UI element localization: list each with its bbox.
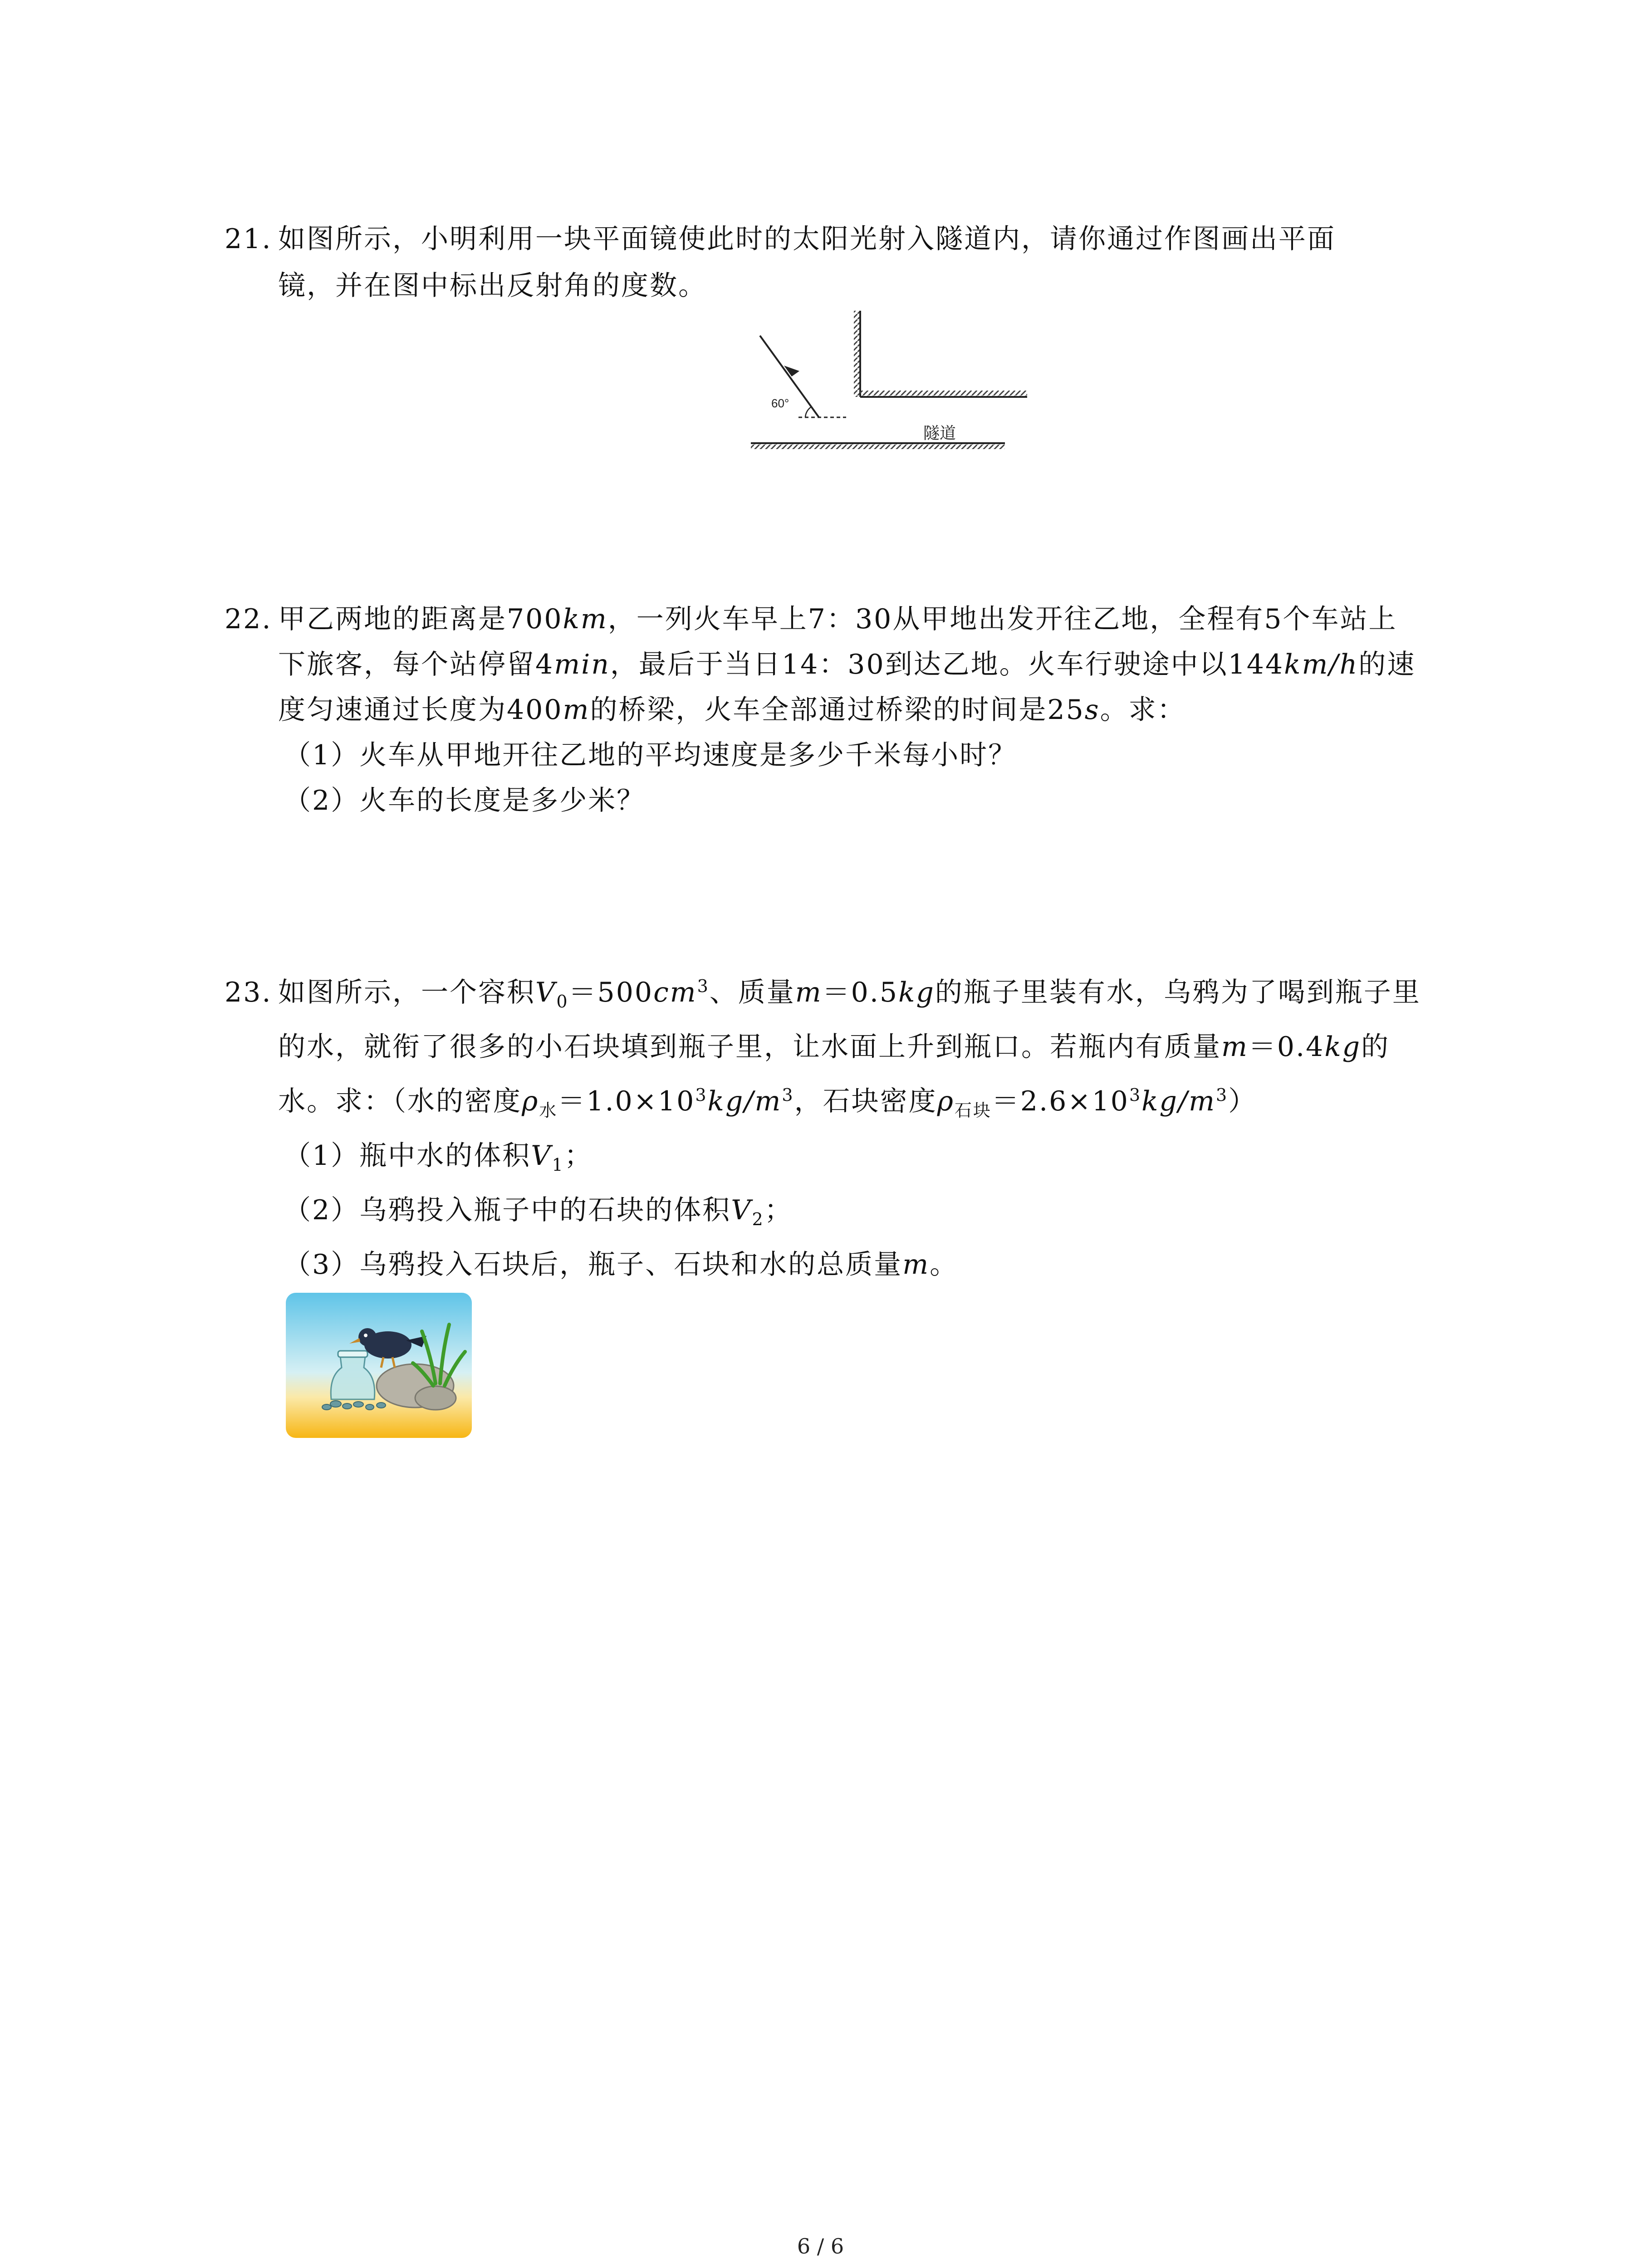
q23-line3 — [278, 1083, 1257, 1119]
q23-l2-c: 的 — [1361, 1031, 1390, 1063]
q23-l1-m: m — [795, 977, 823, 1008]
q23-l3-rho1sub: 水 — [539, 1100, 558, 1120]
q23-s3-m: m — [902, 1249, 930, 1281]
q23-l1-b: ＝500 — [568, 977, 654, 1008]
q22-sub2-text: （2）火车的长度是多少米？ — [284, 785, 646, 816]
q22-sub2 — [284, 782, 645, 819]
q22-l2-a: 下旅客，每个站停留4 — [278, 649, 554, 680]
q23-s1-vsub: 1 — [552, 1155, 564, 1175]
angle-label: 60° — [771, 396, 789, 410]
q23-sub2 — [284, 1192, 793, 1228]
crow-bottle-illustration — [286, 1293, 472, 1438]
q23-s1-a: （1）瓶中水的体积 — [284, 1140, 531, 1172]
q23-l2-b: ＝0.4 — [1248, 1031, 1325, 1063]
q23-sub3 — [284, 1246, 958, 1283]
illustration-background — [286, 1293, 472, 1438]
q23-sub1 — [284, 1138, 593, 1174]
q22-l3-unit2: s — [1084, 694, 1100, 726]
q22-l3-unit1: m — [563, 694, 590, 726]
q21-text1: 如图所示，小明利用一块平面镜使此时的太阳光射入隧道内，请你通过作图画出平面 — [278, 223, 1336, 255]
q22-l2-b: ，最后于当日14：30到达乙地。火车行驶途中以144 — [610, 649, 1284, 680]
tunnel-wall-hatch — [854, 311, 860, 397]
q21-line2 — [278, 268, 707, 304]
q21-tunnel-figure — [749, 308, 1034, 463]
q23-l3-e: ） — [1228, 1085, 1257, 1117]
q23-l3-unit2sup: 3 — [1216, 1085, 1229, 1105]
q23-l3-rho2: ρ — [937, 1085, 955, 1117]
q22-sub1 — [284, 737, 1017, 773]
q23-l1-v0sub: 0 — [556, 992, 569, 1012]
q22-number: 22. — [225, 603, 272, 635]
sun-ray — [760, 336, 819, 417]
q22-l2-unit2: km/h — [1284, 649, 1359, 680]
q23-s3-a: （3）乌鸦投入石块后，瓶子、石块和水的总质量 — [284, 1249, 903, 1281]
q23-line1 — [225, 974, 1421, 1011]
q22-l1-unit: km — [563, 603, 608, 635]
q22-l3-c: 。求： — [1100, 694, 1186, 726]
q23-s1-v: V — [531, 1140, 552, 1172]
q22-sub1-text: （1）火车从甲地开往乙地的平均速度是多少千米每小时？ — [284, 739, 1017, 771]
q23-s2-a: （2）乌鸦投入瓶子中的石块的体积 — [284, 1194, 731, 1226]
q23-l1-e: 的瓶子里装有水，乌鸦为了喝到瓶子里 — [935, 977, 1421, 1008]
q22-l2-c: 的速 — [1358, 649, 1416, 680]
q23-l3-c: ，石块密度 — [794, 1085, 937, 1117]
q23-l3-unit1sup: 3 — [782, 1085, 794, 1105]
q23-s2-v: V — [731, 1194, 752, 1226]
q23-l3-rho2sub: 石块 — [954, 1100, 992, 1120]
q23-l1-v0: V — [535, 977, 557, 1008]
q21-line1 — [225, 221, 1336, 257]
q22-l3-b: 的桥梁，火车全部通过桥梁的时间是25 — [590, 694, 1085, 726]
q23-s2-b: ； — [764, 1194, 793, 1226]
q23-l1-a: 如图所示，一个容积 — [278, 977, 535, 1008]
rock-icon — [415, 1386, 456, 1410]
q23-line2 — [278, 1029, 1390, 1065]
q23-l3-unit1: kg/m — [707, 1085, 782, 1117]
tunnel-roof-hatch — [860, 391, 1027, 397]
q22-line3 — [278, 692, 1186, 728]
q23-number: 23. — [225, 977, 272, 1008]
q23-l1-unit1sup: 3 — [697, 976, 710, 996]
q21-text2: 镜，并在图中标出反射角的度数。 — [278, 270, 707, 302]
q23-l2-unit: kg — [1324, 1031, 1362, 1063]
q23-l1-d: ＝0.5 — [822, 977, 899, 1008]
q22-l1-b: ，一列火车早上7：30从甲地出发开往乙地，全程有5个车站上 — [607, 603, 1397, 635]
q22-l2-unit1: min — [554, 649, 610, 680]
q22-line1 — [225, 601, 1397, 637]
q21-number: 21. — [225, 223, 272, 255]
q23-s1-b: ； — [564, 1140, 593, 1172]
q23-l3-sup1: 3 — [695, 1085, 708, 1105]
page-number: 6 / 6 — [797, 2234, 844, 2258]
q22-line2 — [278, 646, 1416, 683]
q23-l2-m: m — [1221, 1031, 1249, 1063]
q23-l3-unit2: kg/m — [1141, 1085, 1216, 1117]
q23-s3-b: 。 — [930, 1249, 959, 1281]
q23-l3-d: ＝2.6×10 — [991, 1085, 1129, 1117]
tunnel-label: 隧道 — [923, 424, 956, 443]
q23-l3-sup2: 3 — [1129, 1085, 1142, 1105]
angle-arc — [805, 407, 811, 417]
q23-l1-unit1: cm — [653, 977, 697, 1008]
q23-s2-vsub: 2 — [752, 1209, 764, 1229]
q23-l1-unit2: kg — [898, 977, 935, 1008]
q22-l3-a: 度匀速通过长度为400 — [278, 694, 563, 726]
q23-l3-rho1: ρ — [522, 1085, 539, 1117]
q23-l3-b: ＝1.0×10 — [558, 1085, 696, 1117]
q23-l1-c: 、质量 — [709, 977, 795, 1008]
q23-l2-a: 的水，就衔了很多的小石块填到瓶子里，让水面上升到瓶口。若瓶内有质量 — [278, 1031, 1221, 1063]
bottle-neck-icon — [338, 1351, 367, 1357]
q23-l3-a: 水。求：（水的密度 — [278, 1085, 522, 1117]
q22-l1-a: 甲乙两地的距离是700 — [278, 603, 563, 635]
